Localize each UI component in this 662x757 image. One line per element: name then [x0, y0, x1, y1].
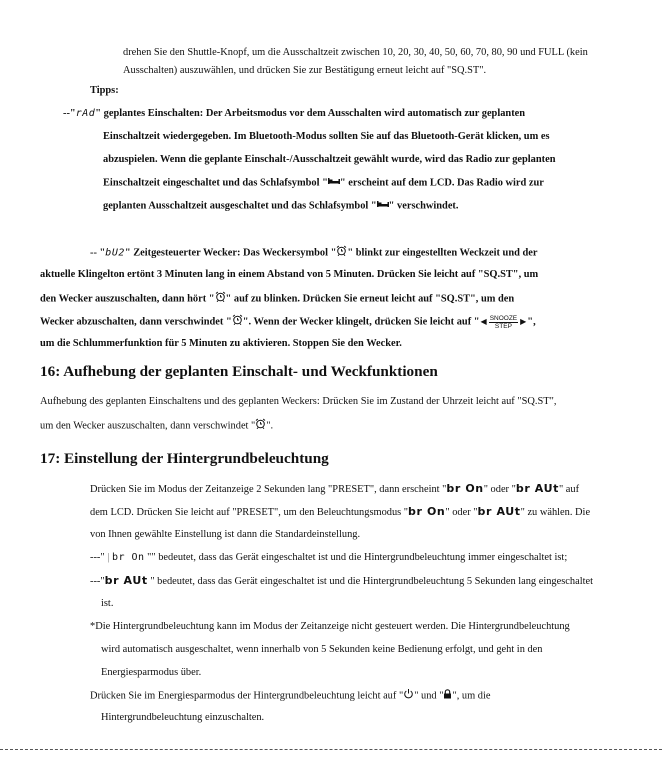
paragraph-line: Drücken Sie im Modus der Zeitanzeige 2 Sekunden lang "PRESET", dann erscheint "br On" oder "br AUt" auf [90, 482, 580, 495]
power-icon [403, 688, 414, 704]
paragraph-line: Ausschalten) auszuwählen, und drücken Sie zur Bestätigung erneut leicht auf "SQ.ST". [123, 65, 487, 76]
lcd-code-br-aut: br AUt [104, 574, 148, 587]
paragraph-line: dem LCD. Drücken Sie leicht auf "PRESET", um den Beleuchtungsmodus "br On" oder "br AUt" zu wählen. Die [90, 505, 591, 518]
alarm-clock-icon [215, 291, 226, 307]
lcd-code-br-aut: br AUt [477, 505, 521, 518]
lcd-code-br-aut: br AUt [515, 482, 559, 495]
tips-label: Tipps: [90, 85, 119, 96]
right-triangle-icon: ▶ [520, 317, 527, 326]
step-label: STEP [494, 322, 512, 330]
paragraph-line: Hintergrundbeleuchtung einzuschalten. [101, 712, 265, 723]
snooze-step-symbol [481, 315, 527, 330]
section-17-heading: 17: Einstellung der Hintergrundbeleuchtung [40, 450, 329, 467]
lcd-code-buz: bU2 [105, 247, 125, 259]
lcd-code-rad: rAd [75, 108, 96, 119]
paragraph-line: abzuspielen. Wenn die geplante Einschalt-/Ausschaltzeit gewählt wurde, wird das Radio zur geplanten [103, 154, 556, 165]
paragraph-line: um die Schlummerfunktion für 5 Minuten zu aktivieren. Stoppen Sie den Wecker. [40, 338, 402, 349]
paragraph-line: den Wecker auszuschalten, dann hört " " auf zu blinken. Drücken Sie erneut leicht auf "SQ.ST", um den [40, 291, 514, 307]
paragraph-line: von Ihnen gewählte Einstellung ist dann die Standardeinstellung. [90, 529, 361, 540]
tip-rad-line: --"rAd" geplantes Einschalten: Der Arbeitsmodus vor dem Ausschalten wird automatisch zur geplanten [63, 108, 526, 119]
paragraph-line: Wecker abzuschalten, dann verschwindet " ". Wenn der Wecker klingelt, drücken Sie leicht auf " ◀ SNOOZE STEP ▶ ", [40, 314, 536, 330]
paragraph-line: Einschaltzeit eingeschaltet und das Schlafsymbol " " erscheint auf dem LCD. Das Radio wird zur [103, 177, 544, 189]
paragraph-line: um den Wecker auszuschalten, dann verschwindet " ". [40, 418, 273, 434]
paragraph-line: aktuelle Klingelton ertönt 3 Minuten lang in einem Abstand von 5 Minuten. Drücken Sie leicht auf "SQ.ST", um [40, 269, 539, 280]
section-16-heading: 16: Aufhebung der geplanten Einschalt- und Weckfunktionen [40, 363, 438, 380]
paragraph-line: wird automatisch ausgeschaltet, wenn innerhalb von 5 Sekunden keine Bedienung erfolgt, und geht in den [101, 644, 543, 655]
snooze-label: SNOOZE [489, 314, 518, 322]
paragraph-line: *Die Hintergrundbeleuchtung kann im Modus der Zeitanzeige nicht gesteuert werden. Die Hintergrundbeleuchtung [90, 621, 570, 632]
lcd-code-br-on: br On [111, 552, 145, 563]
tip-buz-line: -- "bU2" Zeitgesteuerter Wecker: Das Weckersymbol " " blinkt zur eingestellten Weckzeit und der [90, 245, 537, 261]
paragraph-line: ---"br AUt " bedeutet, dass das Gerät eingeschaltet ist und die Hintergrundbeleuchtung 5 Sekunden lang eingeschaltet [90, 574, 593, 587]
sleep-icon [377, 199, 389, 213]
paragraph-line: drehen Sie den Shuttle-Knopf, um die Ausschaltzeit zwischen 10, 20, 30, 40, 50, 60, 70, 80, 90 und FULL (kein [123, 47, 588, 58]
paragraph-line: Einschaltzeit wiedergegeben. Im Bluetooth-Modus sollten Sie auf das Bluetooth-Gerät klicken, um es [103, 131, 550, 142]
paragraph-line: ---" | br On "" bedeutet, dass das Gerät eingeschaltet ist und die Hintergrundbeleuchtung immer eingeschaltet ist; [90, 552, 568, 563]
paragraph-line: Aufhebung des geplanten Einschaltens und des geplanten Weckers: Drücken Sie im Zustand der Uhrzeit leicht auf "SQ.ST", [40, 396, 557, 407]
alarm-clock-icon [255, 418, 266, 434]
page-bottom-rule [0, 749, 662, 750]
paragraph-line: Drücken Sie im Energiesparmodus der Hintergrundbeleuchtung leicht auf " " und " ", um die [90, 688, 490, 704]
alarm-clock-icon [232, 314, 243, 330]
paragraph-line: ist. [101, 598, 114, 609]
left-triangle-icon: ◀ [480, 317, 487, 326]
sleep-icon [328, 176, 340, 190]
lcd-code-br-on: br On [408, 505, 446, 518]
paragraph-line: Energiesparmodus über. [101, 667, 202, 678]
paragraph-line: geplanten Ausschaltzeit ausgeschaltet und das Schlafsymbol " " verschwindet. [103, 200, 459, 212]
alarm-clock-icon [336, 245, 347, 261]
lcd-code-br-on: br On [446, 482, 484, 495]
